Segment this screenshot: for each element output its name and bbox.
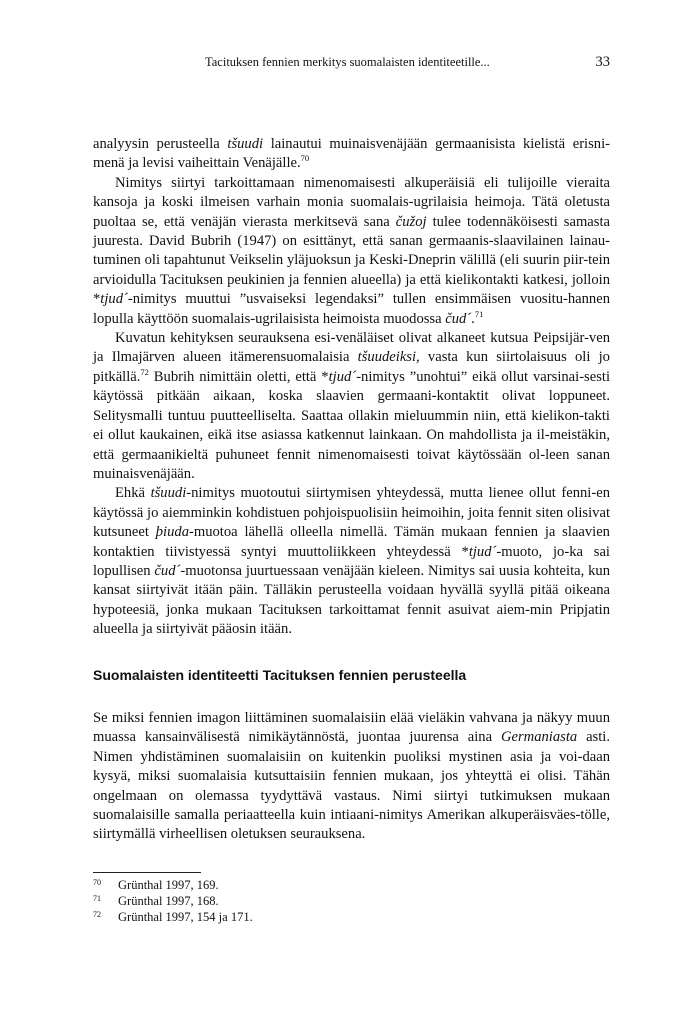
text-run: Se miksi fennien imagon liittäminen suomalaisiin elää vieläkin vahvana ja näkyy muun muassa kansainvälisestä nimikäytännöstä, juontaa juurensa aina [93,710,610,746]
footnote [93,893,610,909]
footnote-divider [93,872,201,873]
section-paragraph [93,709,610,845]
paragraph [93,329,610,484]
paragraph [93,484,610,639]
footnote [93,877,610,893]
section-heading: Suomalaisten identiteetti Tacituksen fennien perusteella [93,667,467,683]
text-run: . [471,310,475,327]
footnote-ref: 70 [300,153,310,164]
running-title: Tacituksen fennien merkitys suomalaisten identiteetille... [205,55,490,69]
paragraph [93,135,610,174]
footnote [93,909,610,925]
text-run: Bubrih nimittäin oletti, että * [148,368,329,385]
text-run: -muoto, jo-ka sai lopullisen [93,543,610,579]
italic-term: þiuda [155,524,189,541]
footnote-ref: 71 [474,308,484,319]
footnote-text: Grünthal 1997, 169. [118,878,219,892]
body-text [93,135,610,640]
italic-term: tjud´ [468,543,497,560]
text-run: Ehkä [115,485,151,502]
footnote-number: 71 [93,894,101,904]
text-run: asti. Nimen yhdistäminen suomalaisiin on kuitenkin puoliksi mystinen asia ja voi-daan kysyä, miksi suomalaisia kutsuttaisiin fennien mukaan, jos yhteyttä ei olisi. Tähän ongelmaan on olemassa tyydyttävä vastaus. Nimi siirtyi tutkimuksen mukaan suomalaisille samalla periaatteella kuin intiaani-nimitys Amerikan alkuperäisväes-tölle, siirtymällä virheellisen oletuksen seurauksena. [93,729,610,843]
italic-term: tšuudi [150,485,187,502]
footnote-number: 70 [93,878,101,887]
italic-term: tšuudi [227,136,264,152]
text-run: Kuvatun kehityksen seurauksena esi-venäläiset olivat alkaneet kutsua Peipsijär-ven ja Ilmajärven alueen itämerensuomalaisia [93,330,610,366]
footnote-text: Grünthal 1997, 154 ja 171. [118,910,253,925]
footnote-text: Grünthal 1997, 168. [118,894,219,909]
text-run: analyysin perusteella [93,136,228,152]
text-run: -muotonsa juurtuessaan venäjään kieleen. Nimitys sai uusia kohteita, kun kansat siirtyivät itään päin. Tälläkin perusteella voidaan hyvällä syyllä pitää oikeana hypoteesiä, jonka mukaan Tacituksen tarkoittamat fennit asuivat aiem-min Pripjatin alueella ja siirtyivät pääosin itään. [93,562,610,638]
italic-term: tjud´ [328,368,357,385]
footnote-number: 72 [93,910,101,920]
italic-term: čud´ [445,310,472,327]
italic-term: tjud´ [100,291,128,308]
footnotes [93,877,610,926]
text-run: , vasta kun siirtolaisuus oli jo pitkällä. [93,349,610,385]
page-number: 33 [595,54,610,70]
section-body [93,709,610,845]
text-run: -nimitys muuttui ”usvaiseksi legendaksi” tullen ensimmäisen vuositu-hannen lopulla käyttöön suomalais-ugrilaisista heimoista muodossa [93,291,610,327]
text-run: -nimitys muotoutui siirtymisen yhteydessä, mutta lienee ollut fenni-en käytössä jo aiemminkin kohdistuen pohjoispuolisiin heimoihin, joita fennit siten olisivat kutsuneet [93,485,610,541]
text-run: tulee todennäköisesti samasta juuresta. David Bubrih (1947) on esittänyt, että sanan germaanis-slaavilainen lainau-tuminen oli tapahtunut Veikselin yläjuoksun ja Keski-Dneprin välillä (eli suurin piir-tein arvioidulla Tacituksen peukinien ja fennien alueella) ja että kielikontakti katkesi, jolloin * [93,213,610,308]
footnote-ref: 72 [140,366,149,377]
text-run: -nimitys ”unohtui” eikä ollut varsinai-sesti käytössä pitkään aikaan, koska slaavien germaani-kontaktit olivat loppuneet. Selitysmalli tuntuu puutteelliselta. Saattaa ollakin mieluummin niin, että kielikon-takti ei ollut kaukainen, eikä itse asiassa katkennut lainkaan. On mahdollista ja il-meistäkin, että germaanikieltä puhuneet fennit nimenomaisesti toivat käytössään ol-leen sanan muinaisvenäjään. [93,368,611,482]
italic-term: čud´ [154,562,181,579]
italic-term: čužoj [395,213,427,230]
text-run: -muotoa lähellä olleella nimellä. Tämän mukaan fennien ja slaavien kontaktien tiivistyessä syntyi muuttoliikkeen yhteydessä * [93,524,610,560]
italic-term: tšuudeiksi [357,349,417,366]
paragraph [93,174,610,329]
italic-term: Germaniasta [500,729,578,746]
text-run: lainautui muinaisvenäjään germaanisista kielistä erisni-menä ja levisi vaiheittain Venäjälle. [93,136,610,172]
text-run: Nimitys siirtyi tarkoittamaan nimenomaisesti alkuperäisiä eli tulijoille vieraita kansoja ja koski ilmeisen varhain monia suomalais-ugrilaisia heimoja. Tätä oletusta puoltaa se, että venäjän vierasta merkitsevä sana [93,174,610,230]
